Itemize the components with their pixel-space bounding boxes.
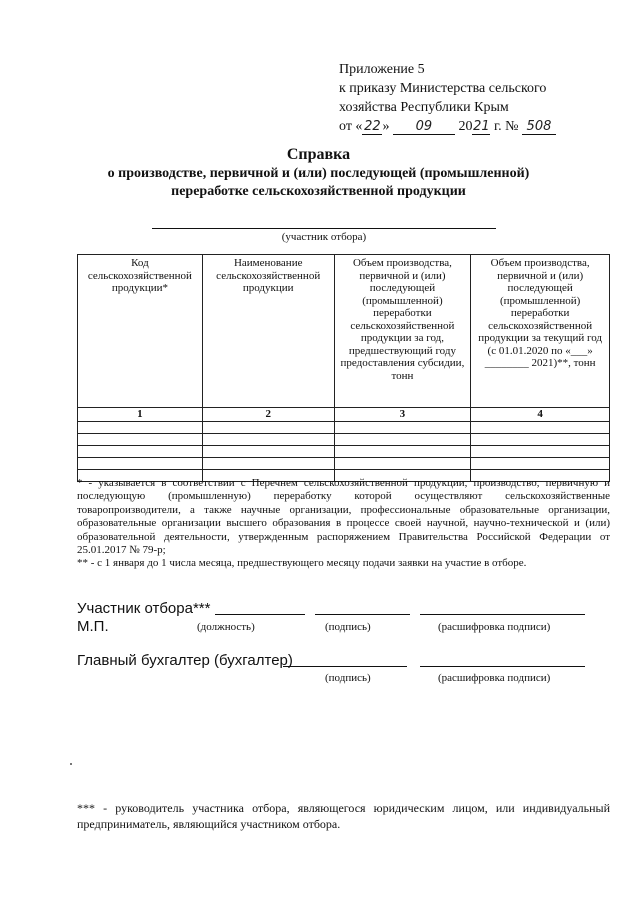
table-cell[interactable]	[202, 457, 334, 469]
signature-line	[315, 614, 410, 615]
table-cell[interactable]	[202, 421, 334, 433]
annex-date-line: от « 22 » 09 2021 г. № 508	[339, 117, 556, 136]
annex-block	[339, 60, 556, 136]
date-day: 22	[364, 119, 381, 134]
date-year: 21	[473, 119, 490, 134]
table-header-row	[78, 255, 610, 408]
column-number: 1	[78, 408, 203, 422]
column-number: 4	[471, 408, 610, 422]
table-number-row	[78, 408, 610, 422]
table-cell[interactable]	[334, 445, 471, 457]
table-cell[interactable]	[471, 433, 610, 445]
table-row	[78, 421, 610, 433]
date-month: 09	[393, 119, 455, 135]
column-number: 2	[202, 408, 334, 422]
annex-line-2: к приказу Министерства сельского	[339, 81, 547, 96]
stamp-label: М.П.	[77, 618, 109, 635]
annex-line-1: Приложение 5	[339, 62, 425, 77]
table-cell[interactable]	[471, 445, 610, 457]
table-cell[interactable]	[334, 457, 471, 469]
production-table	[77, 254, 610, 482]
table-row	[78, 445, 610, 457]
header-product-code: Код сельскохозяйственной продукции*	[78, 255, 203, 408]
participant-label: Участник отбора***	[77, 600, 211, 617]
accountant-signature-caption: (подпись)	[325, 672, 371, 684]
table-cell[interactable]	[334, 421, 471, 433]
note-1: * - указывается в соответствии с Перечнем сельскохозяйственной продукции, производство, первичную и последующую (промышленную) переработку которой осуществляют сельскохозяйственные товаропроизводители, а также научные организации, профессиональные образовательные организации, образовательные организации высшего образования в процессе своей научной, научно-технической и (или) образовательной деятельности, утвержденным распоряжением Правительства Российской Федерации от 25.01.2017 № 79-р;	[77, 477, 610, 557]
position-caption: (должность)	[197, 621, 255, 633]
table-cell[interactable]	[78, 421, 203, 433]
table-cell[interactable]	[471, 457, 610, 469]
table-cell[interactable]	[202, 445, 334, 457]
document-title: Справка	[286, 146, 351, 163]
table-cell[interactable]	[78, 457, 203, 469]
header-volume-current-year: Объем производства, первичной и (или) последующей (промышленной) переработки сельскохозяйственной продукции за текущий год (с 01.01.2020 по «___» ________ 2021)**, тонн	[471, 255, 610, 408]
participant-caption: (участник отбора)	[281, 231, 367, 243]
table-row	[78, 433, 610, 445]
table-cell[interactable]	[78, 433, 203, 445]
scan-speck	[70, 763, 72, 765]
notes-block	[77, 477, 610, 571]
footnote	[77, 800, 610, 832]
participant-field	[152, 228, 496, 229]
header-product-name: Наименование сельскохозяйственной продукции	[202, 255, 334, 408]
table-row	[78, 457, 610, 469]
document-subtitle-1: о производстве, первичной и (или) последующей (промышленной)	[107, 166, 530, 181]
table-cell[interactable]	[471, 421, 610, 433]
column-number: 3	[334, 408, 471, 422]
decoding-line	[420, 614, 585, 615]
footnote-text: *** - руководитель участника отбора, являющегося юридическим лицом, или индивидуальный предприниматель, являющийся участником отбора.	[77, 801, 610, 831]
table-cell[interactable]	[202, 433, 334, 445]
position-line	[215, 614, 305, 615]
signature-caption: (подпись)	[325, 621, 371, 633]
accountant-decoding-caption: (расшифровка подписи)	[438, 672, 551, 684]
table-cell[interactable]	[78, 445, 203, 457]
accountant-label: Главный бухгалтер (бухгалтер)	[77, 652, 293, 669]
accountant-decoding-line	[420, 666, 585, 667]
accountant-signature-line	[283, 666, 407, 667]
annex-line-3: хозяйства Республики Крым	[339, 100, 509, 115]
header-volume-previous-year: Объем производства, первичной и (или) последующей (промышленной) переработки сельскохозяйственной продукции за год, предшествующий году предоставления субсидии, тонн	[334, 255, 471, 408]
document-subtitle-2: переработке сельскохозяйственной продукции	[171, 184, 466, 199]
table-cell[interactable]	[334, 433, 471, 445]
note-2: ** - с 1 января до 1 числа месяца, предшествующего месяцу подачи заявки на участие в отборе.	[77, 557, 527, 570]
decoding-caption: (расшифровка подписи)	[438, 621, 551, 633]
order-number: 508	[522, 119, 556, 135]
